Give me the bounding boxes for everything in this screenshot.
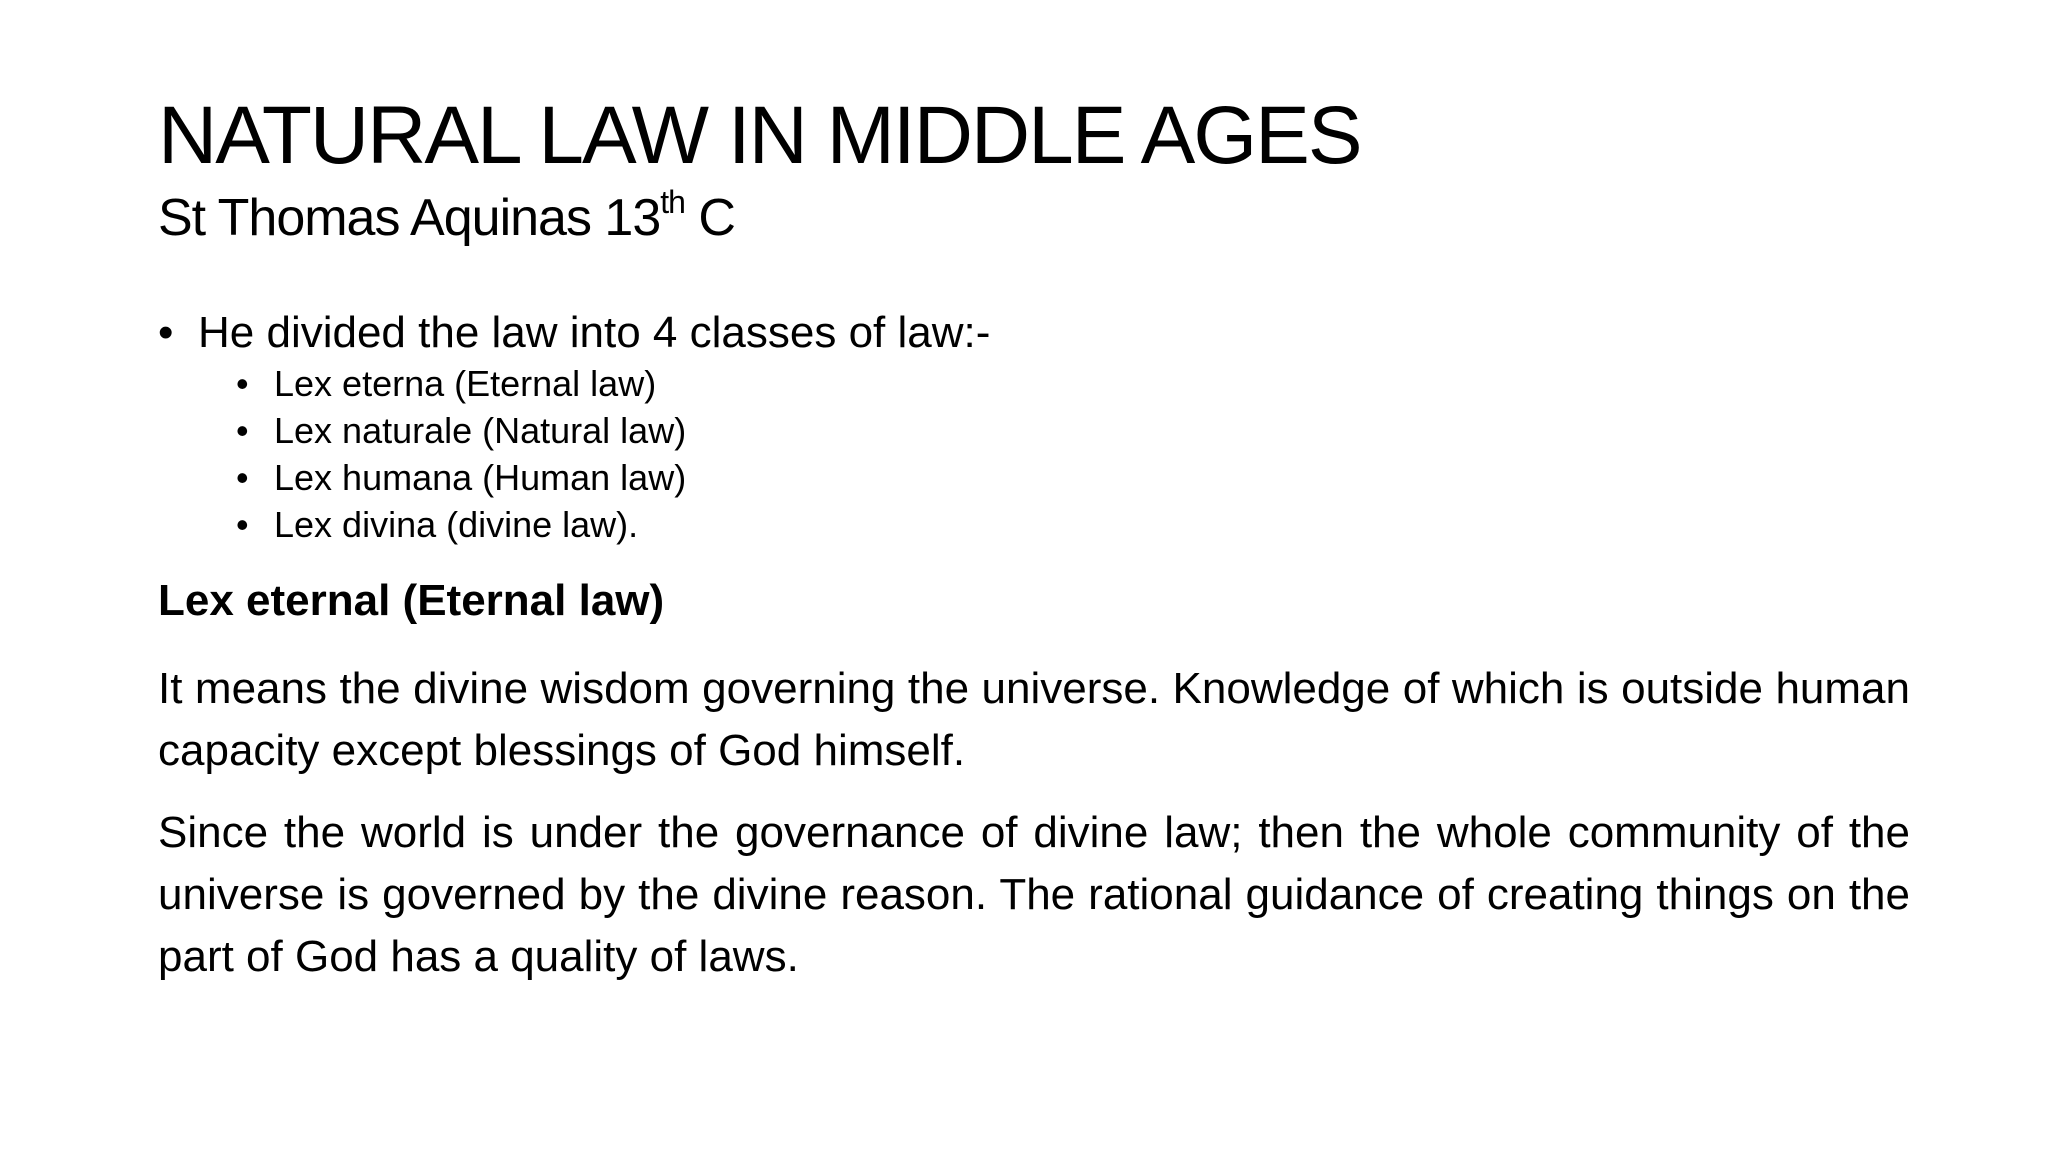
subtitle-text: St Thomas Aquinas 13 xyxy=(158,189,661,247)
bullet-marker: • xyxy=(236,457,249,498)
section-heading: Lex eternal (Eternal law) xyxy=(158,576,665,625)
list-item xyxy=(236,454,686,501)
list-item xyxy=(236,407,686,454)
main-bullet-text: He divided the law into 4 classes of law:- xyxy=(198,308,991,357)
list-item-text: Lex humana (Human law) xyxy=(274,457,687,498)
bullet-marker: • xyxy=(236,410,249,451)
subtitle-superscript: th xyxy=(660,184,685,220)
list-item-text: Lex naturale (Natural law) xyxy=(274,410,687,451)
slide-subtitle xyxy=(158,184,735,248)
bullet-marker: • xyxy=(236,504,249,545)
list-item-text: Lex divina (divine law). xyxy=(274,504,639,545)
bullet-marker: • xyxy=(236,363,249,404)
list-item-text: Lex eterna (Eternal law) xyxy=(274,363,657,404)
main-bullet xyxy=(158,306,990,360)
bullet-marker: • xyxy=(158,308,174,357)
subtitle-suffix: C xyxy=(684,189,735,247)
law-classes-list xyxy=(236,360,686,548)
list-item xyxy=(236,360,686,407)
paragraph: Since the world is under the governance of divine law; then the whole community of the universe is governed by the divine reason. The rational guidance of creating things on the part of God has a quality of laws. xyxy=(158,808,1910,981)
slide-title: NATURAL LAW IN MIDDLE AGES xyxy=(158,90,1361,181)
paragraph: It means the divine wisdom governing the universe. Knowledge of which is outside human capacity except blessings of God himself. xyxy=(158,664,1910,775)
list-item xyxy=(236,501,686,548)
